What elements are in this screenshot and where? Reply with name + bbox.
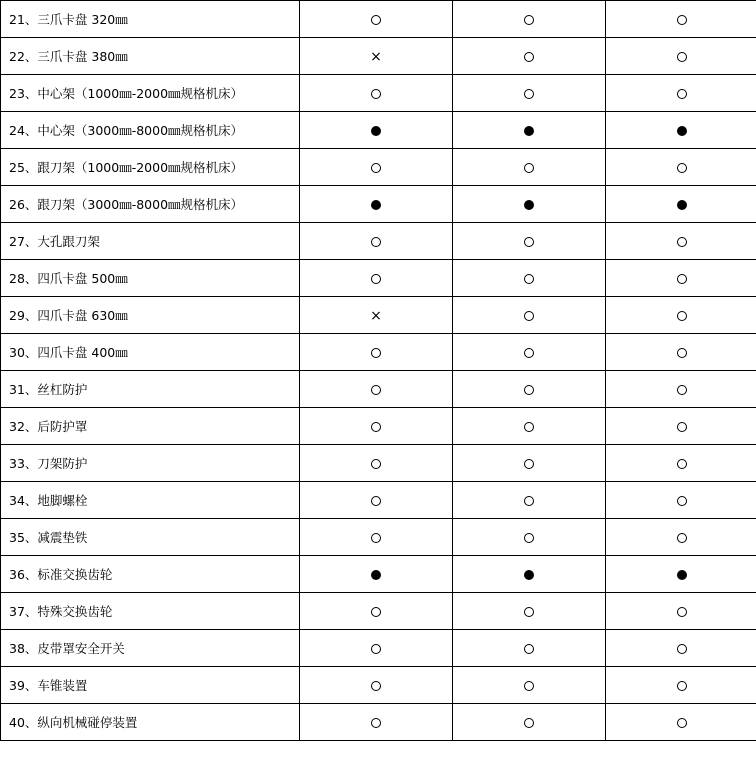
- optional-circle-icon: [524, 496, 534, 506]
- standard-filled-circle-icon: [524, 200, 534, 210]
- spec-cell: [606, 38, 756, 75]
- spec-cell: [606, 186, 756, 223]
- spec-cell: [606, 408, 756, 445]
- table-row: [1, 112, 756, 149]
- spec-cell: [606, 149, 756, 186]
- item-label: 32、后防护罩: [1, 408, 300, 445]
- optional-circle-icon: [371, 718, 381, 728]
- optional-circle-icon: [524, 607, 534, 617]
- table-row: [1, 297, 756, 334]
- table-row: [1, 445, 756, 482]
- item-label: 36、标准交换齿轮: [1, 556, 300, 593]
- item-label: 33、刀架防护: [1, 445, 300, 482]
- spec-cell: [453, 630, 606, 667]
- spec-cell: [606, 556, 756, 593]
- spec-cell: [453, 149, 606, 186]
- spec-cell: [606, 519, 756, 556]
- spec-cell: [453, 112, 606, 149]
- item-label: 39、车锥装置: [1, 667, 300, 704]
- table-row: [1, 630, 756, 667]
- spec-cell: [453, 667, 606, 704]
- spec-cell: [300, 38, 453, 75]
- optional-circle-icon: [677, 15, 687, 25]
- optional-circle-icon: [677, 533, 687, 543]
- spec-cell: [453, 445, 606, 482]
- spec-cell: [453, 223, 606, 260]
- spec-cell: [453, 297, 606, 334]
- spec-cell: [300, 704, 453, 741]
- not-available-cross-icon: ×: [370, 48, 382, 65]
- optional-circle-icon: [677, 681, 687, 691]
- spec-cell: [606, 75, 756, 112]
- optional-circle-icon: [677, 607, 687, 617]
- optional-circle-icon: [371, 385, 381, 395]
- table-row: [1, 556, 756, 593]
- optional-circle-icon: [371, 274, 381, 284]
- standard-filled-circle-icon: [371, 126, 381, 136]
- spec-cell: [453, 593, 606, 630]
- item-label: 25、跟刀架（1000㎜-2000㎜规格机床）: [1, 149, 300, 186]
- spec-cell: [606, 334, 756, 371]
- spec-cell: [606, 704, 756, 741]
- item-label: 21、三爪卡盘 320㎜: [1, 1, 300, 38]
- item-label: 27、大孔跟刀架: [1, 223, 300, 260]
- optional-circle-icon: [677, 52, 687, 62]
- table-row: [1, 260, 756, 297]
- item-label: 30、四爪卡盘 400㎜: [1, 334, 300, 371]
- optional-circle-icon: [677, 237, 687, 247]
- spec-cell: [606, 667, 756, 704]
- optional-circle-icon: [371, 163, 381, 173]
- spec-cell: [606, 445, 756, 482]
- optional-circle-icon: [677, 385, 687, 395]
- table-row: [1, 704, 756, 741]
- spec-cell: [300, 186, 453, 223]
- spec-cell: [300, 408, 453, 445]
- item-label: 35、减震垫铁: [1, 519, 300, 556]
- spec-cell: [453, 556, 606, 593]
- table-row: [1, 593, 756, 630]
- optional-circle-icon: [371, 89, 381, 99]
- spec-cell: [453, 408, 606, 445]
- spec-cell: [300, 482, 453, 519]
- spec-cell: [453, 371, 606, 408]
- item-label: 22、三爪卡盘 380㎜: [1, 38, 300, 75]
- optional-circle-icon: [524, 681, 534, 691]
- optional-circle-icon: [677, 311, 687, 321]
- optional-circle-icon: [677, 89, 687, 99]
- optional-circle-icon: [524, 89, 534, 99]
- standard-filled-circle-icon: [371, 570, 381, 580]
- spec-cell: [300, 519, 453, 556]
- table-row: [1, 75, 756, 112]
- optional-circle-icon: [524, 15, 534, 25]
- optional-circle-icon: [677, 348, 687, 358]
- optional-circle-icon: [524, 52, 534, 62]
- spec-cell: [300, 630, 453, 667]
- table-body: [1, 1, 756, 741]
- spec-cell: [453, 260, 606, 297]
- spec-cell: [606, 223, 756, 260]
- item-label: 28、四爪卡盘 500㎜: [1, 260, 300, 297]
- optional-circle-icon: [371, 348, 381, 358]
- spec-cell: [300, 223, 453, 260]
- optional-circle-icon: [524, 237, 534, 247]
- spec-cell: [300, 593, 453, 630]
- optional-circle-icon: [371, 459, 381, 469]
- spec-cell: [300, 75, 453, 112]
- table-row: [1, 186, 756, 223]
- optional-circle-icon: [524, 163, 534, 173]
- spec-cell: [300, 1, 453, 38]
- item-label: 26、跟刀架（3000㎜-8000㎜规格机床）: [1, 186, 300, 223]
- spec-cell: [606, 112, 756, 149]
- optional-circle-icon: [524, 274, 534, 284]
- spec-cell: [606, 630, 756, 667]
- spec-cell: [606, 593, 756, 630]
- optional-circle-icon: [524, 533, 534, 543]
- spec-cell: [453, 482, 606, 519]
- item-label: 40、纵向机械碰停装置: [1, 704, 300, 741]
- optional-circle-icon: [677, 274, 687, 284]
- standard-filled-circle-icon: [677, 200, 687, 210]
- optional-circle-icon: [677, 163, 687, 173]
- optional-circle-icon: [524, 459, 534, 469]
- table-row: [1, 371, 756, 408]
- item-label: 38、皮带罩安全开关: [1, 630, 300, 667]
- standard-filled-circle-icon: [677, 126, 687, 136]
- optional-circle-icon: [524, 644, 534, 654]
- optional-circle-icon: [677, 496, 687, 506]
- spec-cell: [300, 112, 453, 149]
- table-row: [1, 38, 756, 75]
- item-label: 29、四爪卡盘 630㎜: [1, 297, 300, 334]
- standard-filled-circle-icon: [371, 200, 381, 210]
- not-available-cross-icon: ×: [370, 307, 382, 324]
- table-row: [1, 408, 756, 445]
- item-label: 34、地脚螺栓: [1, 482, 300, 519]
- optional-circle-icon: [371, 496, 381, 506]
- spec-cell: [453, 704, 606, 741]
- standard-filled-circle-icon: [524, 570, 534, 580]
- spec-cell: [300, 260, 453, 297]
- optional-circle-icon: [371, 607, 381, 617]
- optional-circle-icon: [677, 644, 687, 654]
- item-label: 23、中心架（1000㎜-2000㎜规格机床）: [1, 75, 300, 112]
- spec-cell: [606, 297, 756, 334]
- optional-circle-icon: [524, 348, 534, 358]
- optional-circle-icon: [371, 533, 381, 543]
- optional-circle-icon: [524, 311, 534, 321]
- optional-circle-icon: [371, 681, 381, 691]
- spec-cell: [300, 334, 453, 371]
- spec-cell: [300, 556, 453, 593]
- table-row: [1, 223, 756, 260]
- spec-cell: [300, 149, 453, 186]
- optional-circle-icon: [371, 237, 381, 247]
- standard-filled-circle-icon: [524, 126, 534, 136]
- spec-cell: [300, 297, 453, 334]
- spec-cell: [300, 445, 453, 482]
- spec-cell: [606, 371, 756, 408]
- spec-cell: [453, 519, 606, 556]
- spec-cell: [300, 371, 453, 408]
- standard-filled-circle-icon: [677, 570, 687, 580]
- optional-circle-icon: [524, 385, 534, 395]
- table-row: [1, 1, 756, 38]
- optional-circle-icon: [371, 422, 381, 432]
- spec-cell: [606, 1, 756, 38]
- spec-cell: [453, 1, 606, 38]
- item-label: 24、中心架（3000㎜-8000㎜规格机床）: [1, 112, 300, 149]
- table-row: [1, 334, 756, 371]
- spec-cell: [300, 667, 453, 704]
- item-label: 31、丝杠防护: [1, 371, 300, 408]
- spec-cell: [606, 482, 756, 519]
- optional-circle-icon: [677, 422, 687, 432]
- spec-cell: [453, 75, 606, 112]
- optional-circle-icon: [371, 15, 381, 25]
- optional-circle-icon: [677, 459, 687, 469]
- optional-circle-icon: [524, 718, 534, 728]
- table-row: [1, 519, 756, 556]
- item-label: 37、特殊交换齿轮: [1, 593, 300, 630]
- optional-circle-icon: [677, 718, 687, 728]
- table-row: [1, 667, 756, 704]
- optional-circle-icon: [524, 422, 534, 432]
- table-row: [1, 482, 756, 519]
- spec-cell: [453, 38, 606, 75]
- optional-circle-icon: [371, 644, 381, 654]
- spec-cell: [453, 334, 606, 371]
- spec-cell: [453, 186, 606, 223]
- table-row: [1, 149, 756, 186]
- spec-cell: [606, 260, 756, 297]
